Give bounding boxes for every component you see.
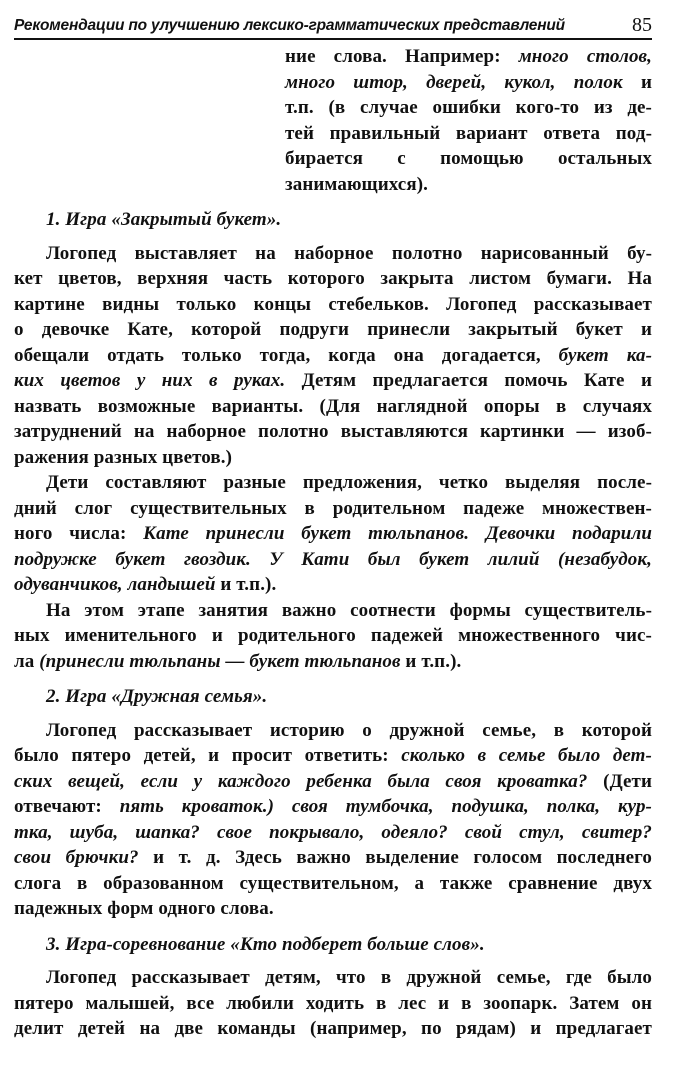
text-line: свои брючки? и т. д. Здесь важно выделение голосом последнего: [14, 847, 652, 868]
text-line: подружке букет гвоздик. У Кати был букет лилий (незабудок,: [14, 548, 652, 570]
text-line: ражения разных цветов.): [14, 446, 233, 468]
text-line: ских вещей, если у каждого ребенка была своя кроватка? (Дети: [14, 770, 652, 792]
text-line: затруднений на наборное полотно выставляются картинки — изоб-: [14, 421, 652, 442]
text-line: тей правильный вариант ответа под-: [285, 122, 652, 144]
text-line: пятеро малышей, все любили ходить в лес и в зоопарк. Затем он: [14, 992, 652, 1014]
text-line: т.п. (в случае ошибки кого-то из де-: [285, 97, 652, 118]
text-line: ного числа: Кате принесли букет тюльпанов. Девочки подарили: [14, 523, 652, 544]
text-line: о девочке Кате, которой подруги принесли закрытый букет и: [14, 319, 652, 340]
text-line: было пятеро детей, и просит ответить: сколько в семье было дет-: [14, 745, 652, 766]
page-body: [14, 44, 652, 1042]
text-line: Логопед выставляет на наборное полотно нарисованный бу-: [46, 242, 652, 264]
text-line: слога в образованном существительном, а также сравнение двух: [14, 872, 652, 894]
running-header: [14, 12, 652, 40]
section-heading: 2. Игра «Дружная семья».: [46, 686, 268, 707]
section-heading: 3. Игра-соревнование «Кто подберет больше слов».: [46, 933, 485, 955]
section-heading: 1. Игра «Закрытый букет».: [46, 209, 282, 230]
text-line: На этом этапе занятия важно соотнести формы существитель-: [46, 599, 652, 621]
text-line: много штор, дверей, кукол, полок и: [285, 71, 652, 93]
page-number: 85: [632, 14, 652, 36]
text-line: тка, шуба, шапка? свое покрывало, одеяло? свой стул, свитер?: [14, 821, 652, 843]
text-line: падежных форм одного слова.: [14, 898, 274, 919]
text-line: дний слог существительных в родительном падеже множествен-: [14, 497, 652, 519]
text-line: делит детей на две команды (например, по рядам) и предлагает: [14, 1018, 652, 1039]
text-line: отвечают: пять кроваток.) своя тумбочка, подушка, полка, кур-: [14, 796, 652, 817]
text-line: ких цветов у них в руках. Детям предлагается помочь Кате и: [14, 370, 652, 391]
text-line: бирается с помощью остальных: [285, 148, 652, 169]
text-line: одуванчиков, ландышей и т.п.).: [14, 574, 277, 595]
text-line: ных именительного и родительного падежей множественного чис-: [14, 625, 652, 646]
running-header-title: Рекомендации по улучшению лексико-грамматических представлений: [14, 17, 565, 34]
text-line: ние слова. Например: много столов,: [285, 46, 652, 67]
text-line: Логопед рассказывает историю о дружной семье, в которой: [46, 719, 652, 741]
text-line: занимающихся).: [285, 173, 428, 195]
text-line: Дети составляют разные предложения, четко выделяя после-: [46, 472, 652, 493]
text-line: ла (принесли тюльпаны — букет тюльпанов и т.п.).: [14, 650, 462, 672]
text-line: обещали отдать только тогда, когда она догадается, букет ка-: [14, 344, 652, 366]
text-line: назвать возможные варианты. (Для наглядной опоры в случаях: [14, 395, 652, 417]
text-line: картине видны только концы стебельков. Логопед рассказывает: [14, 293, 652, 315]
text-line: кет цветов, верхняя часть которого закрыта листом бумаги. На: [14, 268, 652, 289]
text-line: Логопед рассказывает детям, что в дружной семье, где было: [46, 967, 652, 988]
